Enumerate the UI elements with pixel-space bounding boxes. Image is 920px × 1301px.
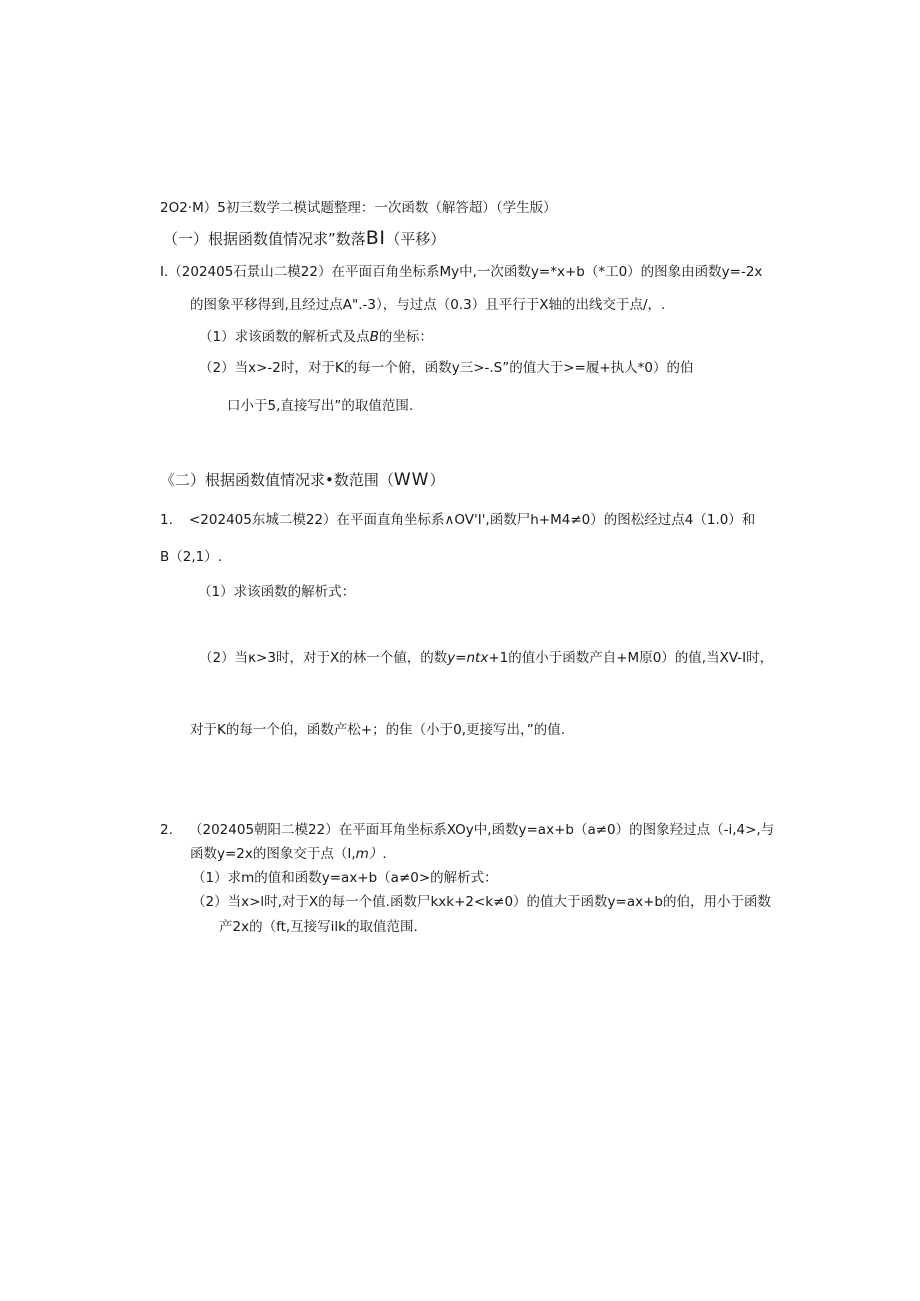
s1-problem1-part2-line1: （2）当x>-2时，对于K的每一个俯，函数y三>-.S”的值大于>=履+执人*0）的伯 — [199, 360, 694, 376]
s2-problem1-line1: <202405东城二模22）在平面直角坐标系∧OV'I',函数尸h+M4≠0）的图松经过点4（1.0）和 — [189, 512, 756, 528]
s2-problem2-line2 — [190, 845, 387, 863]
s2-part2-text-b: 1的值小于函数产自+M原0）的值,当XV-I时， — [499, 650, 774, 666]
s2-problem1-number: 1. — [160, 512, 173, 528]
section1-heading-text-a: （一）根据函数值情况求”数落 — [163, 230, 366, 248]
s1-problem1-part2-line2: 口小于5,直接写出”的取值范围. — [227, 398, 414, 414]
s2-p2-line2-a: 函数y=2x的图象交于点（I, — [190, 846, 356, 862]
section2-heading-text-b: ） — [429, 471, 445, 489]
s2-p2-line2-b: . — [382, 846, 387, 862]
s2-part2-italic: y=ntx+ — [447, 650, 500, 666]
s1-part1-text: （1）求该函数的解析式及点 — [199, 329, 370, 345]
s1-part1-italic: B — [369, 329, 379, 345]
section1-heading-text-b: （平移） — [385, 230, 446, 248]
section1-heading — [163, 229, 445, 248]
section2-heading-ww: WW — [393, 470, 430, 490]
s2-problem2-line1: （202405朝阳二模22）在平面耳角坐标系XOy中,函数y=ax+b（a≠0）的图象羟过点（-i,4>,与 — [189, 822, 775, 838]
s2-problem1-part2-line1 — [199, 649, 773, 667]
s1-problem1-line2: 的图象平移得到,且经过点A".-3），与过点（0.3）且平行于X轴的出线交于点/，. — [190, 297, 666, 313]
section1-heading-big: BI — [365, 227, 386, 249]
s2-problem1-line2: B（2,1）. — [160, 549, 223, 565]
s2-part2-text-a: （2）当κ>3时，对于X的林一个値，的数 — [199, 650, 448, 666]
document-title: 2O2·M）5初三数学二模试题整理：一次函数（解答超）（学生版） — [160, 200, 557, 216]
s2-problem2-part2-line2: 产2x的（ft,互接写ilk的取值范围. — [219, 919, 418, 935]
s2-problem2-number: 2. — [160, 822, 173, 838]
section2-heading — [160, 471, 445, 489]
s2-problem2-part1: （1）求m的值和函数y=ax+b（a≠0>的解析式： — [192, 870, 498, 886]
section2-heading-text-a: 《二）根据函数值情况求•数范围（ — [160, 471, 394, 489]
s1-part1-end: 的坐标： — [378, 329, 433, 345]
s2-p2-line2-italic: m） — [355, 846, 383, 862]
s1-problem1-line1: I.（202405石景山二模22）在平面百角坐标系My中,一次函数y=*x+b（*工0）的图象由函数y=-2x — [160, 264, 763, 280]
s2-problem1-part2-line2: 对于K的每一个伯，函数产松+；的隹（小于0,更接写出，”的值. — [190, 722, 566, 738]
s1-problem1-part1 — [199, 328, 433, 346]
s2-problem1-part1: （1）求该函数的解析式： — [198, 584, 356, 600]
s2-problem2-part2-line1: （2）当x>l时,对于X的每一个值.函数尸kxk+2<k≠0）的值大于函数y=ax+b的伯，用小于函数 — [192, 894, 771, 910]
